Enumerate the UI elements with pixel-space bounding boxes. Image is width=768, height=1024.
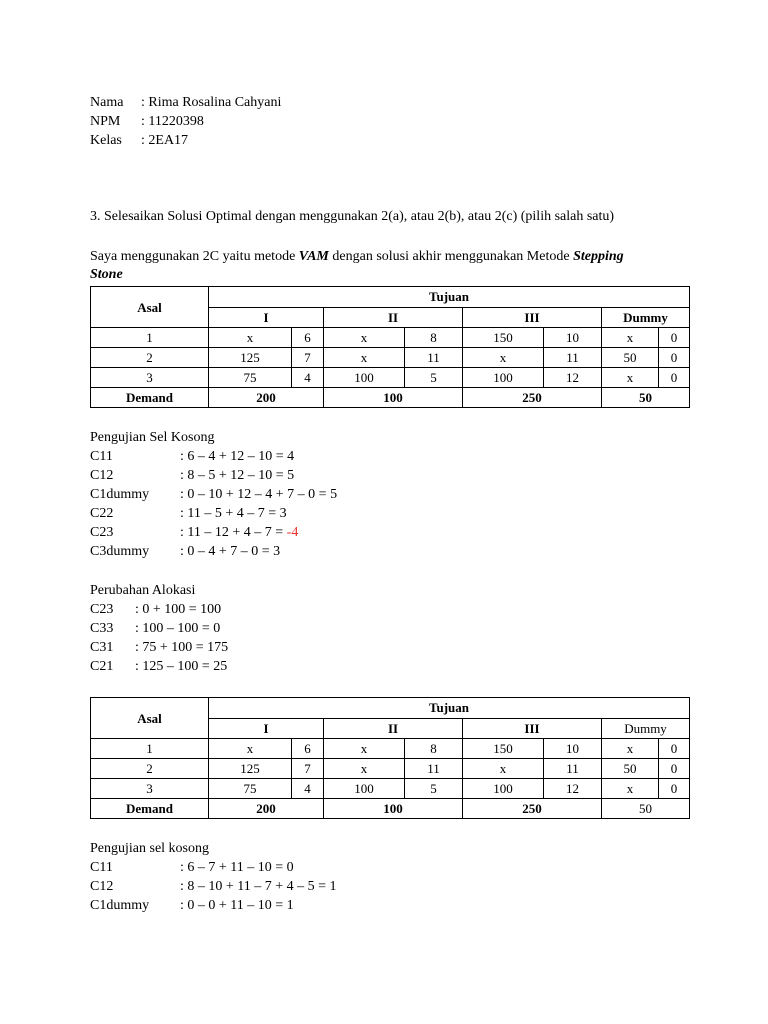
cell-label: C33 [90,621,114,636]
cell-label: C23 [90,602,114,617]
intro-line-2 [90,266,123,284]
col-header-dummy: Dummy [602,718,690,739]
demand-row [91,388,690,408]
table-cell: 6 [292,739,324,759]
table-cell: 8 [405,328,463,348]
col-header-ii: II [324,307,463,328]
realloc-item [90,601,221,619]
col-header-dummy: Dummy [602,307,690,328]
demand-cell: 250 [463,799,602,819]
table-cell: 50 [602,759,659,779]
table-row [91,779,690,799]
table-cell: 100 [463,368,544,388]
cell-expr: : 8 – 5 + 12 – 10 = 5 [180,468,295,483]
table-cell: 5 [405,779,463,799]
table-cell: x [463,348,544,368]
table-row [91,739,690,759]
table-cell: 2 [91,348,209,368]
table-cell: x [209,739,292,759]
table-cell: 5 [405,368,463,388]
table-cell: x [602,739,659,759]
test1-item [90,505,287,523]
cell-expr: : 8 – 10 + 11 – 7 + 4 – 5 = 1 [180,879,337,894]
table-cell: 0 [659,368,690,388]
npm-line [90,113,204,131]
table-cell: x [463,759,544,779]
demand-cell: 200 [209,799,324,819]
demand-cell: 50 [602,799,690,819]
table-cell: 75 [209,368,292,388]
npm-label: NPM [90,114,121,129]
table-cell: x [324,328,405,348]
table-cell: 0 [659,328,690,348]
table-cell: 0 [659,759,690,779]
table-cell: 150 [463,328,544,348]
intro-text-2: dengan solusi akhir menggunakan Metode [328,249,574,264]
table-cell: 6 [292,328,324,348]
demand-cell: 100 [324,388,463,408]
table-cell: x [324,759,405,779]
nama-label: Nama [90,95,124,110]
realloc-item [90,639,228,657]
table-cell: 10 [544,739,602,759]
table-cell: 150 [463,739,544,759]
table-cell: 0 [659,348,690,368]
table-cell: 75 [209,779,292,799]
cell-expr: : 6 – 4 + 12 – 10 = 4 [180,449,295,464]
cell-expr: : 11 – 5 + 4 – 7 = 3 [180,506,287,521]
cell-label: C31 [90,640,114,655]
transport-table-2 [90,697,690,819]
question-text: 3. Selesaikan Solusi Optimal dengan menggunakan 2(a), atau 2(b), atau 2(c) (pilih salah satu) [90,209,615,224]
asal-header: Asal [91,698,209,739]
tujuan-header: Tujuan [209,698,690,719]
table-cell: 3 [91,779,209,799]
table-cell: 8 [405,739,463,759]
demand-row [91,799,690,819]
demand-label: Demand [91,799,209,819]
cell-label: C11 [90,860,113,875]
table-cell: 100 [324,779,405,799]
table-cell: x [602,779,659,799]
test1-item [90,524,298,542]
cell-expr: : 6 – 7 + 11 – 10 = 0 [180,860,294,875]
table-cell: 12 [544,368,602,388]
table-cell: x [602,368,659,388]
table-cell: 11 [405,759,463,779]
realloc-title: Perubahan Alokasi [90,583,196,598]
test1-item [90,448,294,466]
col-header-iii: III [463,307,602,328]
cell-label: C1dummy [90,898,150,913]
realloc-item [90,620,220,638]
negative-value: -4 [286,525,299,540]
test2-item [90,878,337,896]
kelas-label: Kelas [90,133,122,148]
cell-expr: : 0 + 100 = 100 [135,602,222,617]
col-header-i: I [209,307,324,328]
cell-expr: : 11 – 12 + 4 – 7 = [180,525,287,540]
intro-line-1 [90,248,624,266]
demand-cell: 50 [602,388,690,408]
test1-item [90,543,280,561]
npm-value: : 11220398 [141,114,204,129]
cell-label: C3dummy [90,544,150,559]
cell-label: C22 [90,506,114,521]
table-cell: 7 [292,759,324,779]
transport-table-1 [90,286,690,408]
table-cell: 125 [209,759,292,779]
intro-text-1: Saya menggunakan 2C yaitu metode [90,249,299,264]
table-cell: x [324,739,405,759]
table-row [91,759,690,779]
demand-cell: 250 [463,388,602,408]
table-row [91,368,690,388]
test2-item [90,859,294,877]
table-cell: 11 [544,759,602,779]
kelas-line [90,132,188,150]
table-row [91,348,690,368]
col-header-i: I [209,718,324,739]
table-cell: 0 [659,779,690,799]
cell-expr: : 0 – 4 + 7 – 0 = 3 [180,544,281,559]
test2-title: Pengujian sel kosong [90,841,209,856]
demand-cell: 100 [324,799,463,819]
table-cell: x [324,348,405,368]
stone-term: Stone [90,267,123,282]
table-cell: x [209,328,292,348]
col-header-iii: III [463,718,602,739]
cell-label: C12 [90,468,114,483]
table-cell: 10 [544,328,602,348]
cell-expr: : 0 – 0 + 11 – 10 = 1 [180,898,294,913]
table-cell: 0 [659,739,690,759]
table-cell: 7 [292,348,324,368]
cell-label: C12 [90,879,114,894]
tujuan-header: Tujuan [209,287,690,308]
table-cell: 100 [463,779,544,799]
cell-label: C21 [90,659,114,674]
cell-label: C11 [90,449,113,464]
table-cell: 50 [602,348,659,368]
table-row [91,328,690,348]
cell-expr: : 125 – 100 = 25 [135,659,228,674]
cell-label: C1dummy [90,487,150,502]
table-cell: 12 [544,779,602,799]
col-header-ii: II [324,718,463,739]
table-cell: 11 [544,348,602,368]
cell-label: C23 [90,525,114,540]
table-cell: 2 [91,759,209,779]
nama-value: : Rima Rosalina Cahyani [141,95,282,110]
asal-header: Asal [91,287,209,328]
table-cell: x [602,328,659,348]
demand-label: Demand [91,388,209,408]
stepping-term: Stepping [573,249,624,264]
test1-title: Pengujian Sel Kosong [90,430,215,445]
table-cell: 11 [405,348,463,368]
cell-expr: : 100 – 100 = 0 [135,621,221,636]
cell-expr: : 0 – 10 + 12 – 4 + 7 – 0 = 5 [180,487,338,502]
table-cell: 1 [91,739,209,759]
table-cell: 125 [209,348,292,368]
table-cell: 3 [91,368,209,388]
test1-item [90,486,337,504]
table-cell: 1 [91,328,209,348]
test1-item [90,467,294,485]
cell-expr: : 75 + 100 = 175 [135,640,229,655]
table-cell: 4 [292,779,324,799]
nama-line [90,94,281,112]
table-cell: 4 [292,368,324,388]
kelas-value: : 2EA17 [141,133,189,148]
demand-cell: 200 [209,388,324,408]
test2-item [90,897,294,915]
vam-term: VAM [298,249,329,264]
realloc-item [90,658,227,676]
table-cell: 100 [324,368,405,388]
